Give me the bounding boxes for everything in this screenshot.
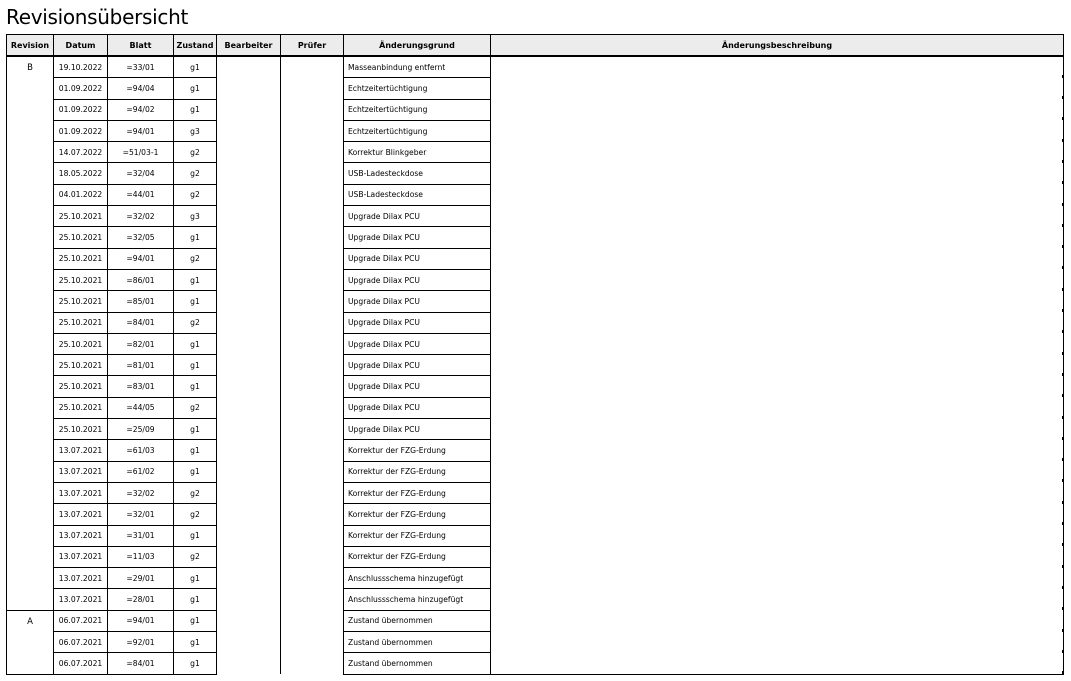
- description-cell: [491, 376, 1064, 397]
- revision-table: [6, 34, 1064, 675]
- state-cell: g1: [174, 589, 217, 610]
- state-cell: g1: [174, 355, 217, 376]
- description-cell: [491, 568, 1064, 589]
- table-row: [7, 355, 1064, 376]
- description-cell: [491, 78, 1064, 99]
- description-cell: [491, 99, 1064, 120]
- description-cell: [491, 291, 1064, 312]
- state-cell: g1: [174, 376, 217, 397]
- description-cell: [491, 248, 1064, 269]
- date-cell: 06.07.2021: [54, 632, 108, 653]
- description-cell: [491, 419, 1064, 440]
- date-cell: 25.10.2021: [54, 355, 108, 376]
- sheet-cell: =84/01: [108, 312, 174, 333]
- sheet-cell: =94/01: [108, 610, 174, 631]
- sheet-cell: =32/02: [108, 206, 174, 227]
- table-row: [7, 653, 1064, 674]
- table-row: [7, 206, 1064, 227]
- reason-cell: USB-Ladesteckdose: [344, 163, 491, 184]
- date-cell: 06.07.2021: [54, 610, 108, 631]
- state-cell: g1: [174, 525, 217, 546]
- reason-cell: Korrektur Blinkgeber: [344, 142, 491, 163]
- table-row: [7, 333, 1064, 354]
- description-cell: [491, 504, 1064, 525]
- table-row: [7, 99, 1064, 120]
- table-header-row: [7, 35, 1064, 57]
- table-row: [7, 504, 1064, 525]
- state-cell: g1: [174, 99, 217, 120]
- reason-cell: Upgrade Dilax PCU: [344, 227, 491, 248]
- reason-cell: Korrektur der FZG-Erdung: [344, 482, 491, 503]
- reason-cell: Upgrade Dilax PCU: [344, 397, 491, 418]
- description-cell: [491, 632, 1064, 653]
- reason-cell: Upgrade Dilax PCU: [344, 291, 491, 312]
- state-cell: g1: [174, 461, 217, 482]
- row-divider-tick: [1062, 671, 1063, 674]
- table-row: [7, 312, 1064, 333]
- table-row: [7, 269, 1064, 290]
- date-cell: 13.07.2021: [54, 589, 108, 610]
- table-row: [7, 56, 1064, 78]
- reason-cell: Upgrade Dilax PCU: [344, 376, 491, 397]
- sheet-cell: =32/04: [108, 163, 174, 184]
- state-cell: g3: [174, 206, 217, 227]
- description-cell: [491, 142, 1064, 163]
- date-cell: 25.10.2021: [54, 206, 108, 227]
- date-cell: 25.10.2021: [54, 269, 108, 290]
- state-cell: g2: [174, 184, 217, 205]
- page-title: Revisionsübersicht: [6, 5, 188, 29]
- description-cell: [491, 163, 1064, 184]
- sheet-cell: =61/02: [108, 461, 174, 482]
- state-cell: g3: [174, 120, 217, 141]
- date-cell: 01.09.2022: [54, 120, 108, 141]
- revision-cell: B: [7, 56, 54, 610]
- editor-cell: [217, 56, 281, 674]
- reason-cell: Korrektur der FZG-Erdung: [344, 461, 491, 482]
- reason-cell: Upgrade Dilax PCU: [344, 312, 491, 333]
- table-row: [7, 142, 1064, 163]
- date-cell: 14.07.2022: [54, 142, 108, 163]
- sheet-cell: =86/01: [108, 269, 174, 290]
- sheet-cell: =28/01: [108, 589, 174, 610]
- table-row: [7, 461, 1064, 482]
- date-cell: 25.10.2021: [54, 312, 108, 333]
- table-row: [7, 610, 1064, 631]
- reason-cell: Upgrade Dilax PCU: [344, 419, 491, 440]
- sheet-cell: =11/03: [108, 546, 174, 567]
- state-cell: g2: [174, 248, 217, 269]
- table-row: [7, 525, 1064, 546]
- reason-cell: Zustand übernommen: [344, 610, 491, 631]
- description-cell: [491, 312, 1064, 333]
- sheet-cell: =31/01: [108, 525, 174, 546]
- date-cell: 13.07.2021: [54, 504, 108, 525]
- table-row: [7, 78, 1064, 99]
- state-cell: g2: [174, 504, 217, 525]
- state-cell: g1: [174, 440, 217, 461]
- table-row: [7, 227, 1064, 248]
- reason-cell: Upgrade Dilax PCU: [344, 333, 491, 354]
- date-cell: 01.09.2022: [54, 99, 108, 120]
- table-row: [7, 440, 1064, 461]
- sheet-cell: =33/01: [108, 56, 174, 78]
- date-cell: 25.10.2021: [54, 419, 108, 440]
- date-cell: 04.01.2022: [54, 184, 108, 205]
- date-cell: 25.10.2021: [54, 248, 108, 269]
- description-cell: [491, 397, 1064, 418]
- table-row: [7, 120, 1064, 141]
- table-row: [7, 482, 1064, 503]
- reason-cell: USB-Ladesteckdose: [344, 184, 491, 205]
- description-cell: [491, 333, 1064, 354]
- reason-cell: Anschlussschema hinzugefügt: [344, 568, 491, 589]
- table-row: [7, 568, 1064, 589]
- date-cell: 25.10.2021: [54, 291, 108, 312]
- reason-cell: Korrektur der FZG-Erdung: [344, 504, 491, 525]
- reason-cell: Anschlussschema hinzugefügt: [344, 589, 491, 610]
- description-cell: [491, 525, 1064, 546]
- state-cell: g1: [174, 56, 217, 78]
- date-cell: 13.07.2021: [54, 440, 108, 461]
- description-cell: [491, 120, 1064, 141]
- description-cell: [491, 653, 1064, 674]
- sheet-cell: =32/01: [108, 504, 174, 525]
- sheet-cell: =84/01: [108, 653, 174, 674]
- date-cell: 13.07.2021: [54, 568, 108, 589]
- reason-cell: Echtzeitertüchtigung: [344, 99, 491, 120]
- reason-cell: Upgrade Dilax PCU: [344, 248, 491, 269]
- sheet-cell: =61/03: [108, 440, 174, 461]
- sheet-cell: =82/01: [108, 333, 174, 354]
- description-cell: [491, 56, 1064, 78]
- date-cell: 25.10.2021: [54, 333, 108, 354]
- state-cell: g1: [174, 419, 217, 440]
- description-cell: [491, 589, 1064, 610]
- table-row: [7, 163, 1064, 184]
- state-cell: g1: [174, 568, 217, 589]
- sheet-cell: =44/05: [108, 397, 174, 418]
- table-body: [7, 56, 1064, 674]
- state-cell: g2: [174, 142, 217, 163]
- header-bearbeiter: Bearbeiter: [217, 35, 281, 57]
- state-cell: g2: [174, 482, 217, 503]
- reason-cell: Upgrade Dilax PCU: [344, 269, 491, 290]
- description-cell: [491, 461, 1064, 482]
- state-cell: g2: [174, 312, 217, 333]
- table-row: [7, 589, 1064, 610]
- date-cell: 25.10.2021: [54, 376, 108, 397]
- sheet-cell: =29/01: [108, 568, 174, 589]
- sheet-cell: =81/01: [108, 355, 174, 376]
- sheet-cell: =92/01: [108, 632, 174, 653]
- table-row: [7, 419, 1064, 440]
- sheet-cell: =51/03-1: [108, 142, 174, 163]
- reason-cell: Korrektur der FZG-Erdung: [344, 440, 491, 461]
- sheet-cell: =94/02: [108, 99, 174, 120]
- sheet-cell: =94/04: [108, 78, 174, 99]
- sheet-cell: =94/01: [108, 248, 174, 269]
- header-blatt: Blatt: [108, 35, 174, 57]
- reviewer-cell: [281, 56, 344, 674]
- date-cell: 13.07.2021: [54, 482, 108, 503]
- state-cell: g2: [174, 397, 217, 418]
- sheet-cell: =83/01: [108, 376, 174, 397]
- description-cell: [491, 610, 1064, 631]
- state-cell: g1: [174, 227, 217, 248]
- state-cell: g1: [174, 78, 217, 99]
- description-cell: [491, 482, 1064, 503]
- state-cell: g1: [174, 653, 217, 674]
- reason-cell: Korrektur der FZG-Erdung: [344, 546, 491, 567]
- state-cell: g2: [174, 163, 217, 184]
- sheet-cell: =44/01: [108, 184, 174, 205]
- header-aenderungsgrund: Änderungsgrund: [344, 35, 491, 57]
- header-zustand: Zustand: [174, 35, 217, 57]
- table-row: [7, 291, 1064, 312]
- sheet-cell: =32/05: [108, 227, 174, 248]
- header-datum: Datum: [54, 35, 108, 57]
- table-row: [7, 632, 1064, 653]
- sheet-cell: =94/01: [108, 120, 174, 141]
- description-cell: [491, 355, 1064, 376]
- date-cell: 25.10.2021: [54, 227, 108, 248]
- date-cell: 13.07.2021: [54, 525, 108, 546]
- reason-cell: Korrektur der FZG-Erdung: [344, 525, 491, 546]
- state-cell: g1: [174, 333, 217, 354]
- reason-cell: Upgrade Dilax PCU: [344, 355, 491, 376]
- description-cell: [491, 184, 1064, 205]
- date-cell: 18.05.2022: [54, 163, 108, 184]
- table-row: [7, 248, 1064, 269]
- reason-cell: Zustand übernommen: [344, 632, 491, 653]
- reason-cell: Echtzeitertüchtigung: [344, 78, 491, 99]
- description-cell: [491, 227, 1064, 248]
- reason-cell: Upgrade Dilax PCU: [344, 206, 491, 227]
- revision-cell: A: [7, 610, 54, 674]
- table-row: [7, 546, 1064, 567]
- description-cell: [491, 206, 1064, 227]
- header-aenderungsbeschreibung: Änderungsbeschreibung: [491, 35, 1064, 57]
- date-cell: 19.10.2022: [54, 56, 108, 78]
- date-cell: 06.07.2021: [54, 653, 108, 674]
- header-revision: Revision: [7, 35, 54, 57]
- sheet-cell: =32/02: [108, 482, 174, 503]
- state-cell: g1: [174, 632, 217, 653]
- reason-cell: Masseanbindung entfernt: [344, 56, 491, 78]
- state-cell: g1: [174, 610, 217, 631]
- date-cell: 25.10.2021: [54, 397, 108, 418]
- table-row: [7, 376, 1064, 397]
- state-cell: g1: [174, 291, 217, 312]
- description-cell: [491, 546, 1064, 567]
- state-cell: g2: [174, 546, 217, 567]
- description-cell: [491, 440, 1064, 461]
- description-cell: [491, 269, 1064, 290]
- date-cell: 13.07.2021: [54, 461, 108, 482]
- reason-cell: Echtzeitertüchtigung: [344, 120, 491, 141]
- sheet-cell: =25/09: [108, 419, 174, 440]
- revision-table-container: [6, 34, 1063, 676]
- sheet-cell: =85/01: [108, 291, 174, 312]
- date-cell: 01.09.2022: [54, 78, 108, 99]
- table-row: [7, 184, 1064, 205]
- header-pruefer: Prüfer: [281, 35, 344, 57]
- table-row: [7, 397, 1064, 418]
- state-cell: g1: [174, 269, 217, 290]
- reason-cell: Zustand übernommen: [344, 653, 491, 674]
- date-cell: 13.07.2021: [54, 546, 108, 567]
